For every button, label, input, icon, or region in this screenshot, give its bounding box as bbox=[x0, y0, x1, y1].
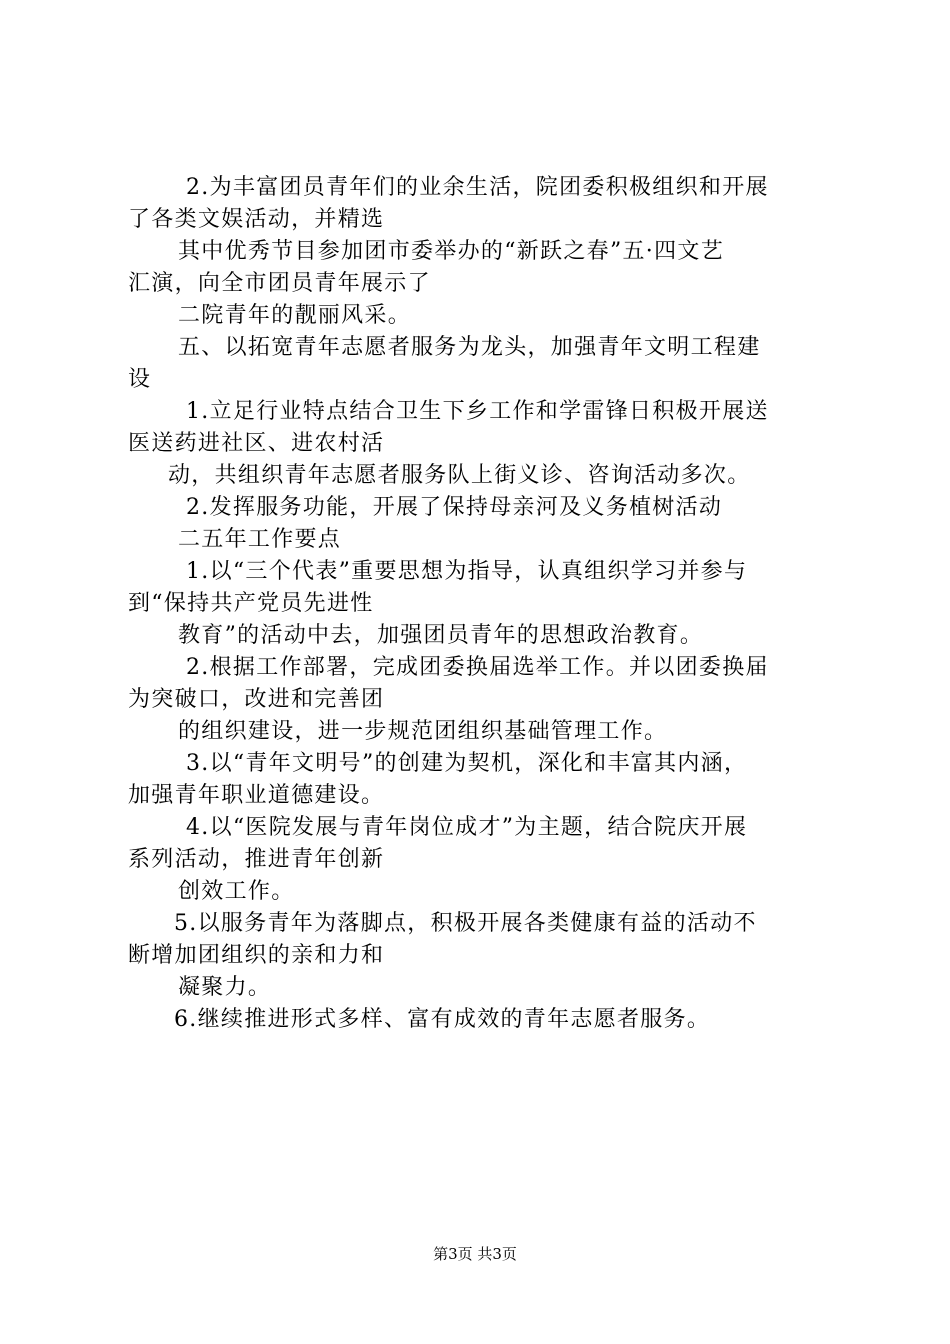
document-body bbox=[128, 172, 833, 1036]
paragraph-line: 2.发挥服务功能，开展了保持母亲河及义务植树活动 bbox=[186, 495, 723, 520]
paragraph-line: 到“保持共产党员先进性 bbox=[128, 591, 374, 616]
paragraph-line: 其中优秀节目参加团市委举办的“新跃之春”五·四文艺 bbox=[178, 239, 724, 264]
paragraph-line: 5.以服务青年为落脚点，积极开展各类健康有益的活动不 bbox=[174, 911, 757, 936]
paragraph-line: 1.以“三个代表”重要思想为指导，认真组织学习并参与 bbox=[186, 559, 748, 584]
paragraph-line: 医送药进社区、进农村活 bbox=[128, 431, 385, 456]
paragraph-line: 的组织建设，进一步规范团组织基础管理工作。 bbox=[178, 719, 668, 744]
section-heading: 二五年工作要点 bbox=[178, 527, 342, 552]
section-heading: 设 bbox=[128, 367, 152, 392]
paragraph-line: 6.继续推进形式多样、富有成效的青年志愿者服务。 bbox=[174, 1007, 711, 1032]
paragraph-line: 3.以“青年文明号”的创建为契机，深化和丰富其内涵， bbox=[186, 751, 748, 776]
paragraph-line: 加强青年职业道德建设。 bbox=[128, 783, 385, 808]
paragraph-line: 了各类文娱活动，并精选 bbox=[128, 207, 385, 232]
paragraph-line: 教育”的活动中去，加强团员青年的思想政治教育。 bbox=[178, 623, 704, 648]
paragraph-line: 2.根据工作部署，完成团委换届选举工作。并以团委换届 bbox=[186, 655, 769, 680]
paragraph-line: 动，共组织青年志愿者服务队上街义诊、咨询活动多次。 bbox=[168, 463, 751, 488]
paragraph-line: 汇演，向全市团员青年展示了 bbox=[128, 271, 431, 296]
paragraph-line: 2.为丰富团员青年们的业余生活，院团委积极组织和开展 bbox=[186, 175, 769, 200]
paragraph-line: 1.立足行业特点结合卫生下乡工作和学雷锋日积极开展送 bbox=[186, 399, 769, 424]
paragraph-line: 断增加团组织的亲和力和 bbox=[128, 943, 385, 968]
paragraph-line: 4.以“医院发展与青年岗位成才”为主题，结合院庆开展 bbox=[186, 815, 748, 840]
paragraph-line: 二院青年的靓丽风采。 bbox=[178, 303, 412, 328]
page-number-label: 第3页 共3页 bbox=[433, 1245, 517, 1263]
page-footer bbox=[0, 1244, 950, 1264]
paragraph-line: 创效工作。 bbox=[178, 879, 295, 904]
paragraph-line: 系列活动，推进青年创新 bbox=[128, 847, 385, 872]
paragraph-line: 为突破口，改进和完善团 bbox=[128, 687, 385, 712]
paragraph-line: 凝聚力。 bbox=[178, 975, 272, 1000]
section-heading: 五、以拓宽青年志愿者服务为龙头，加强青年文明工程建 bbox=[178, 335, 761, 360]
